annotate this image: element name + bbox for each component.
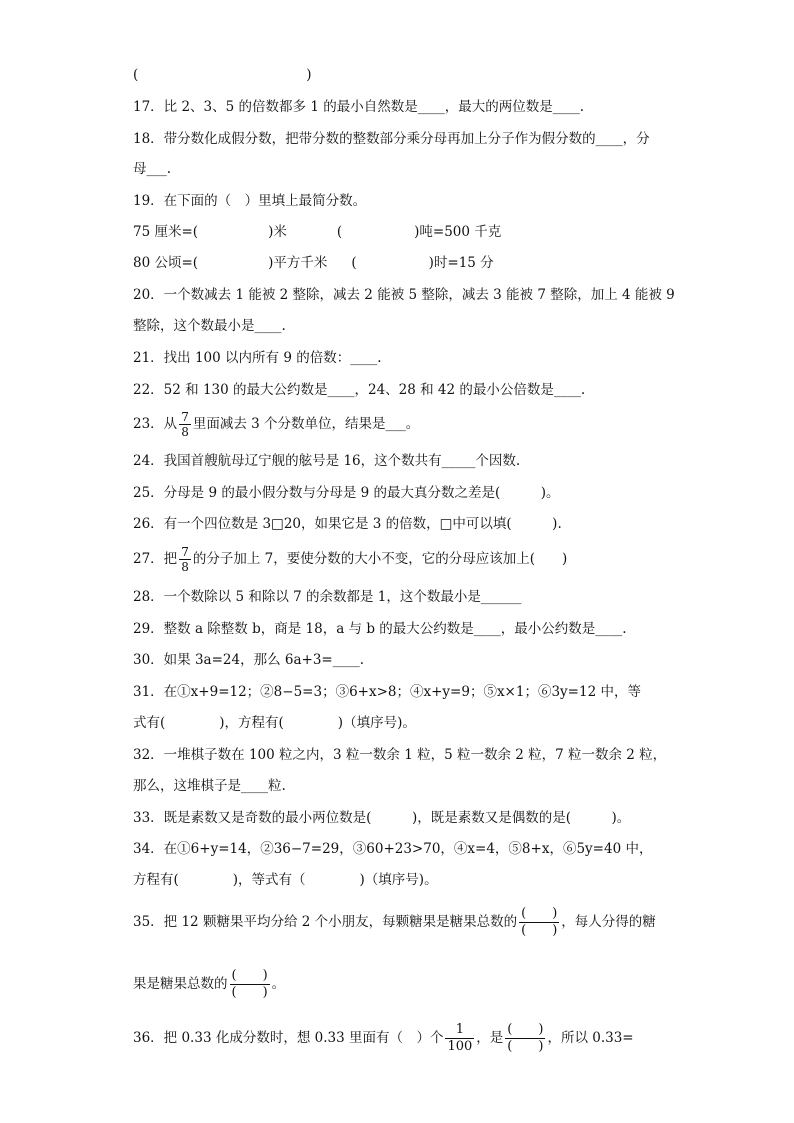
question-24: 24．我国首艘航母辽宁舰的舷号是 16，这个数共有_____个因数. <box>133 453 521 469</box>
numerator: ( ) <box>521 906 558 921</box>
question-31-line-1: 31．在①x+9=12；②8−5=3；③6+x>8；④x+y=9；⑤x×1；⑥3y=12 中，等 <box>133 684 641 700</box>
question-25: 25．分母是 9 的最小假分数与分母是 9 的最大真分数之差是( )。 <box>133 485 560 501</box>
question-28: 28．一个数除以 5 和除以 7 的余数都是 1，这个数最小是______ <box>133 589 522 605</box>
fraction-1-100 <box>445 1022 474 1055</box>
numerator: 7 <box>181 545 189 559</box>
blank-fraction <box>519 906 559 939</box>
question-35-line-2 <box>133 966 684 1002</box>
close-paren: ) <box>306 67 312 83</box>
q19-item-1-left: 75 厘米=( <box>133 224 199 240</box>
numerator: 1 <box>455 1022 465 1037</box>
question-18-line-2: 母___. <box>133 161 172 177</box>
question-17: 17．比 2、3、5 的倍数都多 1 的最小自然数是____，最大的两位数是____. <box>133 99 584 115</box>
q19-item-2-left: ( <box>336 224 343 240</box>
question-19-row-2 <box>133 254 684 272</box>
question-22: 22．52 和 130 的最大公约数是____，24、28 和 42 的最小公倍数是____. <box>133 382 586 398</box>
q19-item-4-left: ( <box>351 255 357 271</box>
blank-fraction <box>505 1022 545 1055</box>
q36-suffix: ，所以 0.33= <box>547 1030 634 1046</box>
question-21: 21．找出 100 以内所有 9 的倍数：____. <box>133 350 382 366</box>
question-35-line-1 <box>133 904 684 940</box>
q23-suffix: 里面减去 3 个分数单位，结果是___。 <box>192 416 420 432</box>
question-18-line-1: 18．带分数化成假分数，把带分数的整数部分乘分母再加上分子作为假分数的____，分 <box>133 131 650 147</box>
q19-item-4-right: )时=15 分 <box>428 255 494 271</box>
question-26: 26．有一个四位数是 3□20，如果它是 3 的倍数，□中可以填( ). <box>133 516 562 532</box>
denominator: ( ) <box>507 1039 544 1054</box>
question-27 <box>133 543 684 575</box>
question-32-line-1: 32．一堆棋子数在 100 粒之内，3 粒一数余 1 粒，5 粒一数余 2 粒，7 粒一数余 2 粒， <box>133 747 667 763</box>
fraction-7-8 <box>179 545 191 574</box>
question-30: 30．如果 3a=24，那么 6a+3=____. <box>133 652 365 668</box>
denominator: 8 <box>181 560 189 574</box>
question-33: 33．既是素数又是奇数的最小两位数是( )，既是素数又是偶数的是( )。 <box>133 810 631 826</box>
question-20-line-2: 整除，这个数最小是____. <box>133 318 286 334</box>
question-29: 29．整数 a 除整数 b，商是 18，a 与 b 的最大公约数是____，最小公约数是____. <box>133 621 627 637</box>
question-32-line-2: 那么，这堆棋子是____粒. <box>133 778 286 794</box>
numerator: 7 <box>181 410 189 424</box>
q27-suffix: 的分子加上 7，要使分数的大小不变，它的分母应该加上( ) <box>192 551 568 567</box>
q35c-prefix: 果是糖果总数的 <box>133 976 228 992</box>
question-20-line-1: 20．一个数减去 1 能被 2 整除，减去 2 能被 5 整除，减去 3 能被 7 整除，加上 4 能被 9 <box>133 287 675 303</box>
fraction-7-8 <box>179 410 191 439</box>
question-19-row-1 <box>133 223 684 241</box>
question-23 <box>133 408 684 440</box>
question-19: 19．在下面的（ ）里填上最简分数。 <box>133 193 367 209</box>
numerator: ( ) <box>507 1022 544 1037</box>
question-34-line-1: 34．在①6+y=14，②36−7=29，③60+23>70，④x=4，⑤8+x，⑥5y=40 中， <box>133 841 653 857</box>
q35c-suffix: 。 <box>271 976 286 992</box>
q19-item-2-right: )吨=500 千克 <box>414 224 502 240</box>
question-34-line-2: 方程有( )，等式有（ )（填序号)。 <box>133 872 438 888</box>
q36-prefix: 36．把 0.33 化成分数时，想 0.33 里面有（ ）个 <box>133 1030 444 1046</box>
question-36 <box>133 1020 684 1056</box>
q35-suffix: ，每人分得的糖 <box>561 914 656 930</box>
q19-item-3-right: )平方千米 <box>268 255 328 271</box>
blank-fraction <box>230 968 270 1001</box>
denominator: 100 <box>447 1039 473 1054</box>
q27-prefix: 27．把 <box>133 551 178 567</box>
denominator: ( ) <box>521 923 558 938</box>
open-paren: ( <box>133 67 139 83</box>
question-31-line-2: 式有( )，方程有( )（填序号)。 <box>133 715 416 731</box>
q35-prefix: 35．把 12 颗糖果平均分给 2 个小朋友，每颗糖果是糖果总数的 <box>133 914 518 930</box>
answer-parens-line <box>133 66 684 84</box>
q19-item-3-left: 80 公顷=( <box>133 255 199 271</box>
numerator: ( ) <box>231 968 268 983</box>
denominator: 8 <box>181 425 189 439</box>
q36-middle: ，是 <box>476 1030 504 1046</box>
q19-item-1-right: )米 <box>268 224 287 240</box>
q23-prefix: 23．从 <box>133 416 178 432</box>
denominator: ( ) <box>231 985 268 1000</box>
